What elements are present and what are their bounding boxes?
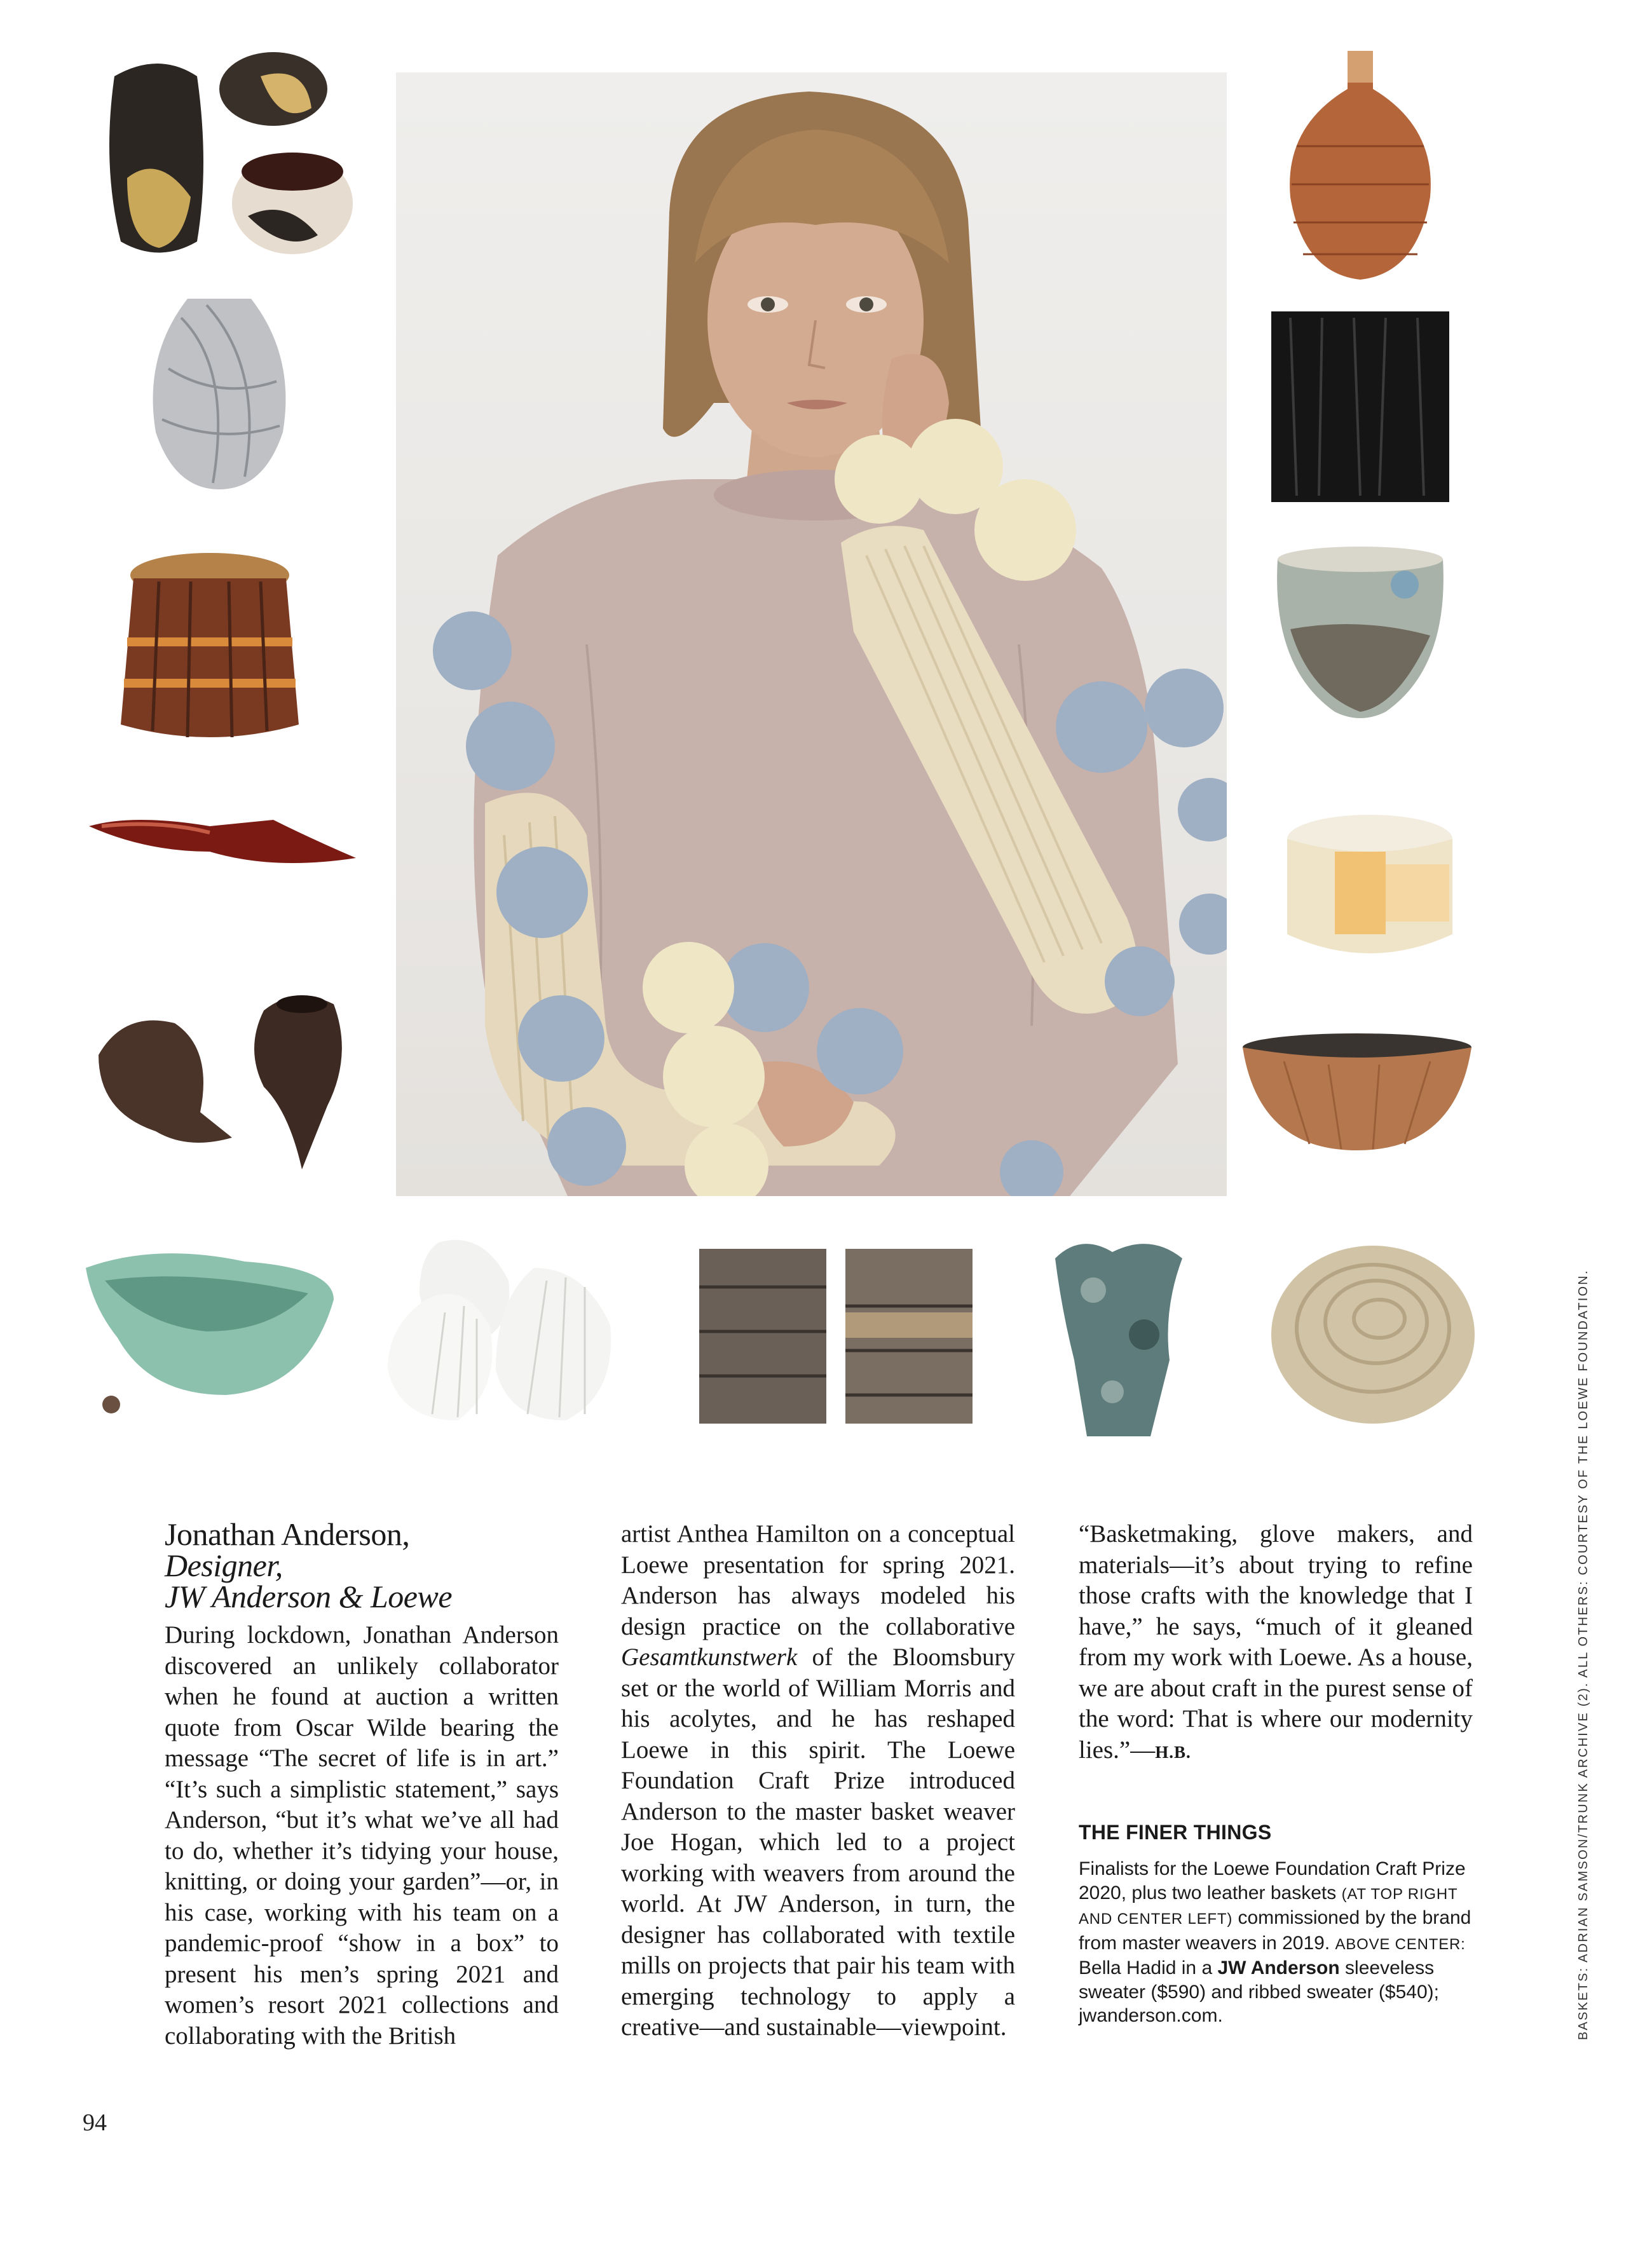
red-lacquer-branch (83, 801, 362, 883)
author-signature: H.B. (1155, 1742, 1191, 1762)
terracotta-bowl (1239, 1030, 1475, 1157)
coiled-sculpture (1265, 1227, 1481, 1430)
body-column-1 (165, 1516, 559, 2052)
headline-brands: JW Anderson & Loewe (165, 1579, 453, 1614)
gold-black-vessels (102, 51, 356, 267)
photo-credit: BASKETS: ADRIAN SAMSON/TRUNK ARCHIVE (2). ALL OTHERS: COURTESY OF THE LOEWE FOUNDATION. (1576, 1269, 1590, 2040)
white-fluted-vases (381, 1230, 623, 1433)
body-text-3: “Basketmaking, glove makers, and materials—it’s about trying to refine those crafts with the knowledge that I have,” he says, “much of it gleaned from my work with Loewe. As a house, we are about craft in the purest sense of the word: That is where our modernity lies.”—H.B. (1079, 1520, 1473, 1764)
headline (165, 1516, 559, 1614)
headline-role: Designer, (165, 1548, 283, 1583)
patina-bowl (1271, 540, 1449, 731)
resin-cylinder (1278, 807, 1462, 979)
sidebar-title: THE FINER THINGS (1079, 1821, 1272, 1844)
hero-photo (396, 72, 1227, 1196)
black-fringe-textile (1265, 305, 1456, 508)
woven-textile-panels (699, 1249, 973, 1424)
woven-basket-left (114, 547, 305, 750)
mineral-sculpture (1042, 1233, 1195, 1443)
body-text-1: During lockdown, Jonathan Anderson discovered an unlikely collaborator when he found at auction a written quote from Oscar Wilde bearing the message “The secret of life is in art.” “It’s such a simplistic statement,” says Anderson, “but it’s what we’ve all had to do, whether it’s tidying your house, knitting, or doing your garden”—or, in his case, working with his team on a pandemic-proof “show in a box” to present his men’s spring 2021 and women’s resort 2021 collections and collaborating with the British (165, 1621, 559, 2050)
body-column-2 (621, 1519, 1015, 2043)
sidebar-caption: Finalists for the Loewe Foundation Craft Prize 2020, plus two leather baskets (AT TOP RIGHT AND CENTER LEFT) commissioned by the brand from master weavers in 2019. ABOVE CENTER: Bella Hadid in a JW Anderson sleeveless sweater ($590) and ribbed sweater ($540); jwanderson.com. (1079, 1858, 1471, 2026)
model-illustration (396, 72, 1227, 1196)
headline-name: Jonathan Anderson, (165, 1516, 410, 1552)
woven-basket-right (1278, 44, 1443, 286)
body-column-3 (1079, 1519, 1473, 1767)
body-text-2: artist Anthea Hamilton on a conceptual Loewe presentation for spring 2021. Anderson has always modeled his design practice on the collaborative Gesamtkunstwerk of the Bloomsbury set or the world of William Morris and his acolytes, and he has reshaped Loewe in this spirit. The Loewe Foundation Craft Prize introduced Anderson to the master basket weaver Joe Hogan, which led to a project working with weavers from around the world. At JW Anderson, in turn, the designer has collaborated with textile mills on projects that pair his team with emerging technology to apply a creative—and sustainable—viewpoint. (621, 1520, 1015, 2041)
finer-things-sidebar (1079, 1821, 1485, 2028)
bronze-vessels (86, 985, 365, 1188)
page-number: 94 (83, 2109, 107, 2136)
silver-vase (143, 292, 296, 496)
green-organic-bowl (79, 1242, 346, 1420)
